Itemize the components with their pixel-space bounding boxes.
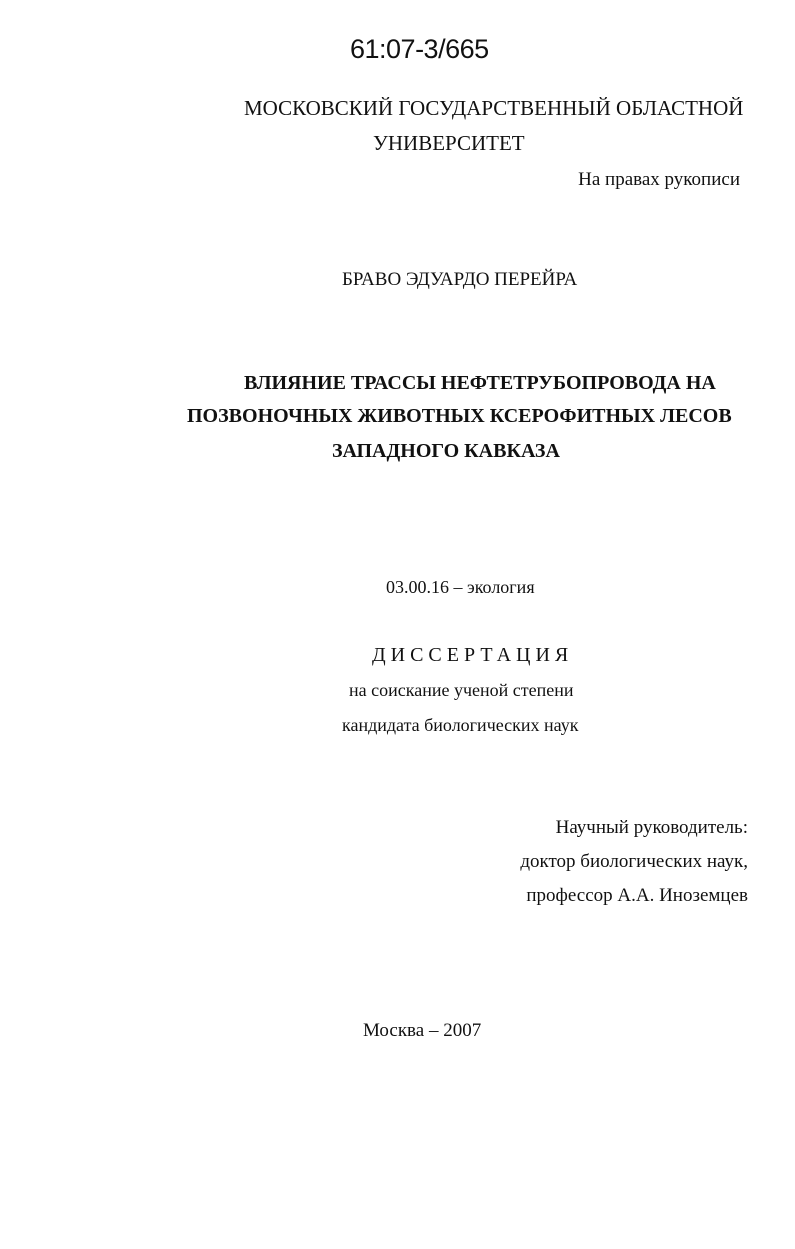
degree-line1: на соискание ученой степени [349,680,574,700]
university-name-line2: УНИВЕРСИТЕТ [373,131,525,155]
thesis-title-line3: ЗАПАДНОГО КАВКАЗА [332,440,560,462]
supervisor-name: профессор А.А. Иноземцев [526,885,748,906]
degree-line2: кандидата биологических наук [342,715,579,735]
supervisor-degree: доктор биологических наук, [520,851,748,872]
supervisor-label: Научный руководитель: [555,817,748,838]
specialty-code: 03.00.16 – экология [386,577,535,597]
document-type-heading: ДИССЕРТАЦИЯ [372,644,574,666]
manuscript-rights-note: На правах рукописи [578,169,740,190]
catalog-number: 61:07-3/665 [350,34,489,64]
place-and-year: Москва – 2007 [363,1020,482,1041]
university-name-line1: МОСКОВСКИЙ ГОСУДАРСТВЕННЫЙ ОБЛАСТНОЙ [244,96,744,120]
author-name: БРАВО ЭДУАРДО ПЕРЕЙРА [342,269,578,290]
thesis-title-line2: ПОЗВОНОЧНЫХ ЖИВОТНЫХ КСЕРОФИТНЫХ ЛЕСОВ [187,405,732,427]
thesis-title-line1: ВЛИЯНИЕ ТРАССЫ НЕФТЕТРУБОПРОВОДА НА [244,372,716,394]
